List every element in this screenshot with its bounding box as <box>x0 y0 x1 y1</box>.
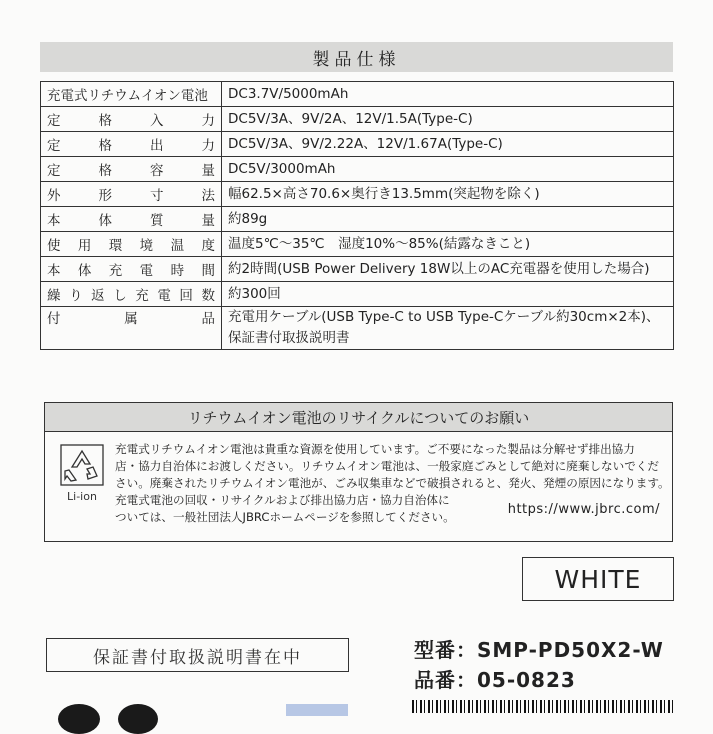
spec-row <box>41 157 674 182</box>
recycle-text-line: 充電式電池の回収・リサイクルおよび排出協力店・協力自治体に <box>115 493 450 507</box>
barcode <box>412 700 674 713</box>
spec-label-char: 度 <box>201 238 215 254</box>
spec-label-char: 寸 <box>150 188 164 204</box>
spec-label <box>41 182 222 207</box>
warranty-note: 保証書付取扱説明書在中 <box>46 638 349 672</box>
spec-header: 製品仕様 <box>40 42 673 72</box>
recycle-title: リチウムイオン電池のリサイクルについてのお願い <box>45 403 672 432</box>
spec-label-char: 属 <box>124 311 138 327</box>
spec-value <box>222 182 674 207</box>
spec-label-char: 時 <box>170 263 185 279</box>
spec-label-char: 電 <box>157 288 171 304</box>
spec-value-line: 温度5℃〜35℃ 湿度10%〜85%(結露なきこと) <box>228 235 531 252</box>
spec-value <box>222 82 674 107</box>
spec-value <box>222 257 674 282</box>
recycle-icon <box>57 443 109 505</box>
recycle-text-line: 充電式リチウムイオン電池は貴重な資源を使用しています。ご不要になった製品は分解せず排出協力 <box>115 442 635 456</box>
spec-label <box>41 132 222 157</box>
spec-value-line: 約2時間(USB Power Delivery 18W以上のAC充電器を使用した場合) <box>228 260 650 277</box>
color-label: WHITE <box>522 557 674 601</box>
spec-value <box>222 132 674 157</box>
spec-row <box>41 282 674 307</box>
spec-row <box>41 257 674 282</box>
spec-label-char: 使 <box>47 238 61 254</box>
spec-value-line: 約300回 <box>228 285 281 302</box>
spec-row <box>41 207 674 232</box>
spec-row <box>41 82 674 107</box>
spec-label-char: 量 <box>201 163 215 179</box>
spec-row <box>41 132 674 157</box>
spec-value <box>222 307 674 350</box>
spec-row <box>41 307 674 350</box>
spec-label-char: 充 <box>135 288 149 304</box>
recycle-text-line: 店・協力自治体にお渡しください。リチウムイオン電池は、一般家庭ごみとして絶対に廃棄しないでくだ <box>115 459 659 473</box>
spec-label <box>41 232 222 257</box>
spec-label-char: 格 <box>98 138 112 154</box>
spec-label-char: 定 <box>47 138 61 154</box>
recycle-logo-label: Li-ion <box>67 490 97 503</box>
recycle-logo <box>57 443 109 505</box>
spec-label-char: 定 <box>47 113 61 129</box>
spec-value-line: 幅62.5×高さ70.6×奥行き13.5mm(突起物を除く) <box>228 185 540 202</box>
spec-label-char: 形 <box>98 188 112 204</box>
spec-label-char: 体 <box>98 213 112 229</box>
spec-label-char: 付 <box>47 311 61 327</box>
part-number: 品番：05-0823 <box>414 668 576 692</box>
spec-value-line: DC5V/3A、9V/2.22A、12V/1.67A(Type-C) <box>228 135 503 152</box>
spec-label <box>41 307 222 350</box>
spec-label-char: 間 <box>201 263 215 279</box>
spec-label-char: 環 <box>108 238 123 254</box>
spec-value <box>222 107 674 132</box>
spec-label-char: 量 <box>201 213 215 229</box>
spec-label-char: 電 <box>139 263 154 279</box>
model-number: 型番：SMP-PD50X2-W <box>414 638 664 662</box>
spec-value-line: DC3.7V/5000mAh <box>228 85 349 102</box>
spec-label-char: 定 <box>47 163 61 179</box>
spec-label-char: 回 <box>179 288 193 304</box>
spec-value-line: 充電用ケーブル(USB Type-C to USB Type-Cケーブル約30cm×2本)、 <box>228 309 660 325</box>
spec-value <box>222 232 674 257</box>
spec-label-char: 外 <box>47 188 61 204</box>
spec-row <box>41 107 674 132</box>
spec-label-char: 本 <box>47 213 61 229</box>
spec-value <box>222 157 674 182</box>
spec-label-char: 用 <box>77 238 92 254</box>
spec-table <box>40 81 674 350</box>
spec-label-char: 入 <box>150 113 164 129</box>
spec-label-char: 温 <box>170 238 185 254</box>
spec-label <box>41 257 222 282</box>
spec-label <box>41 82 222 107</box>
spec-label-char: 繰 <box>47 288 61 304</box>
spec-label-char: 品 <box>201 311 215 327</box>
cutoff-graphic <box>58 704 100 734</box>
spec-row <box>41 182 674 207</box>
spec-label-char: 法 <box>201 188 215 204</box>
spec-label <box>41 157 222 182</box>
spec-label-char: 充 <box>108 263 123 279</box>
spec-value-line: 約89g <box>228 210 268 227</box>
spec-label-char: 格 <box>98 163 112 179</box>
spec-label-char: 本 <box>47 263 61 279</box>
spec-label-char: 力 <box>201 113 215 129</box>
spec-label-char: 出 <box>150 138 164 154</box>
spec-label <box>41 282 222 307</box>
spec-label-char: 格 <box>98 113 112 129</box>
recycle-text-line: さい。廃棄されたリチウムイオン電池が、ごみ収集車などで破損されると、発火、発煙の原因になります。 <box>115 476 670 490</box>
spec-value <box>222 207 674 232</box>
spec-label-char: 返 <box>91 288 105 304</box>
spec-label <box>41 207 222 232</box>
spec-label-char: 充電式リチウムイオン電池 <box>47 88 208 104</box>
spec-label-char: 容 <box>150 163 164 179</box>
recycle-url: https://www.jbrc.com/ <box>507 502 660 517</box>
spec-label-char: 数 <box>201 288 215 304</box>
spec-value-line: DC5V/3A、9V/2A、12V/1.5A(Type-C) <box>228 110 473 127</box>
spec-label-char: 体 <box>77 263 92 279</box>
spec-label <box>41 107 222 132</box>
spec-value <box>222 282 674 307</box>
spec-row <box>41 232 674 257</box>
spec-value-line: DC5V/3000mAh <box>228 160 336 177</box>
recycle-text-line: ついては、一般社団法人JBRCホームページを参照してください。 <box>115 510 455 524</box>
cutoff-graphic <box>118 704 158 734</box>
cutoff-graphic <box>286 704 348 716</box>
spec-label-char: 質 <box>150 213 164 229</box>
spec-value-line: 保証書付取扱説明書 <box>228 330 350 346</box>
spec-label-char: 力 <box>201 138 215 154</box>
recycle-notice <box>44 402 673 542</box>
spec-label-char: 境 <box>139 238 154 254</box>
spec-label-char: し <box>113 288 127 304</box>
spec-label-char: り <box>69 288 83 304</box>
